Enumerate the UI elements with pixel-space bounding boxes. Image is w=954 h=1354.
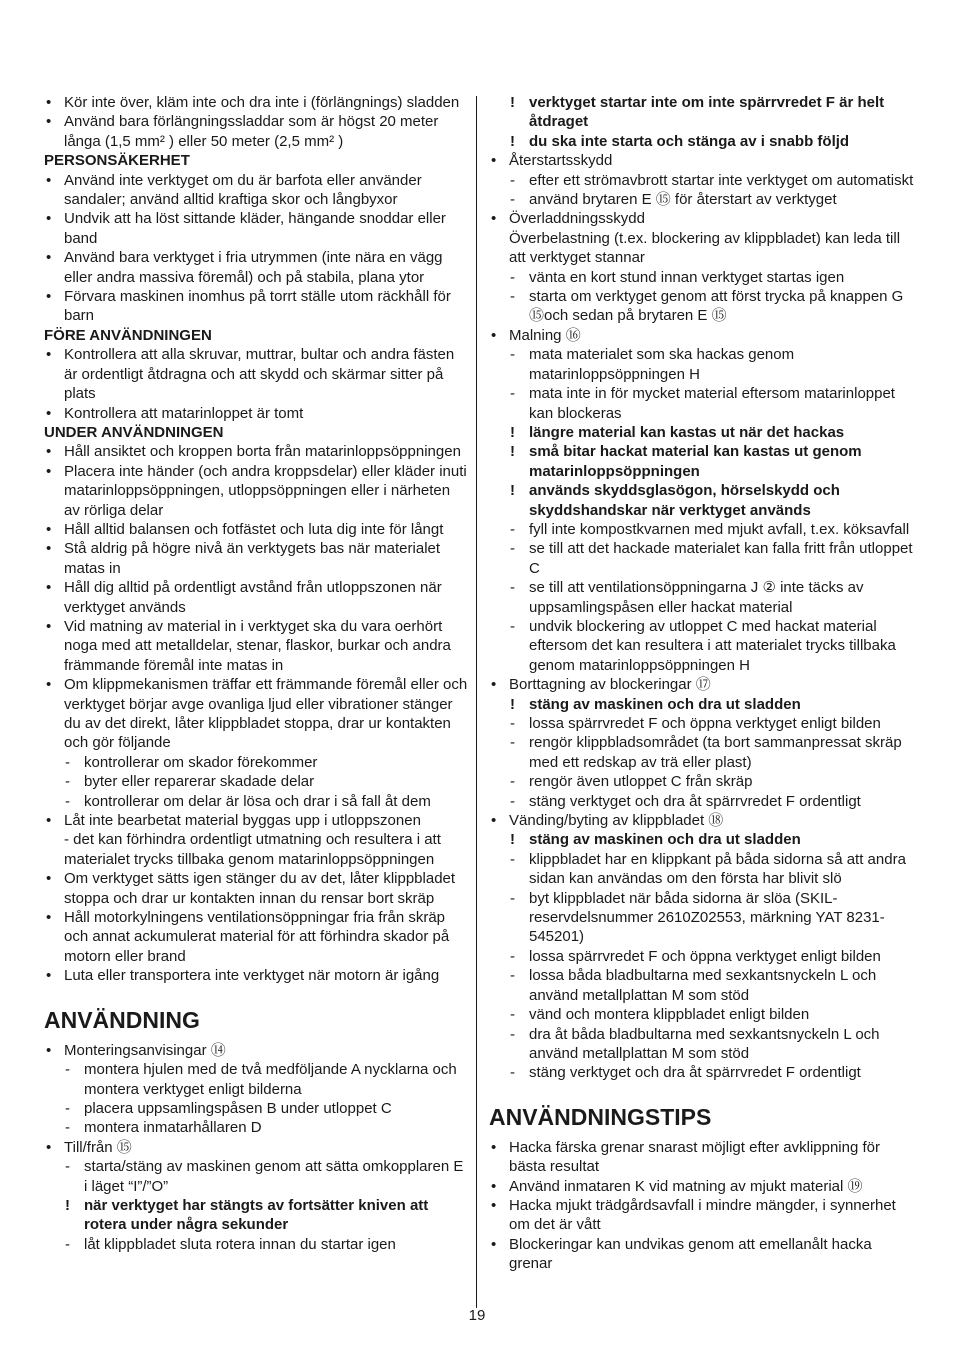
bullet-item: • Om klippmekanismen träffar ett främmande föremål eller och verktyget börjar avge ovanliga ljud eller vibrationer stänger du av det direkt, låter klippbladet stoppa, drar ur kontakten och gör följande — [44, 675, 468, 753]
bullet-item: • Använd inmataren K vid matning av mjukt material ⑲ — [489, 1177, 915, 1196]
dash-item: - stäng verktyget och dra åt spärrvredet F ordentligt — [489, 792, 915, 811]
section-heading: ANVÄNDNINGSTIPS — [489, 1103, 712, 1130]
dash-item: - vänd och montera klippbladet enligt bilden — [489, 1005, 915, 1024]
dash-item: - kontrollerar om skador förekommer — [44, 753, 468, 772]
bullet-item: • Förvara maskinen inomhus på torrt ställe utom räckhåll för barn — [44, 287, 468, 326]
subheading: FÖRE ANVÄNDNINGEN — [44, 326, 212, 344]
dash-item: - placera uppsamlingspåsen B under utloppet C — [44, 1099, 468, 1118]
dash-item: - se till att det hackade materialet kan falla fritt från utloppet C — [489, 539, 915, 578]
section-heading: ANVÄNDNING — [44, 1006, 200, 1033]
dash-item: - rengör även utloppet C från skräp — [489, 772, 915, 791]
subheading: PERSONSÄKERHET — [44, 152, 190, 170]
bullet-item: • Håll motorkylningens ventilationsöppningar fria från skräp och annat ackumulerat material för att förhindra skador på motorn eller brand — [44, 908, 468, 966]
bullet-item: • Borttagning av blockeringar ⑰ — [489, 675, 915, 694]
dash-item: - fyll inte kompostkvarnen med mjukt avfall, t.ex. köksavfall — [489, 520, 915, 539]
dash-item: - stäng verktyget och dra åt spärrvredet F ordentligt — [489, 1063, 915, 1082]
bullet-item: • Håll alltid balansen och fotfästet och luta dig inte för långt — [44, 520, 468, 539]
bullet-item: • Vänding/byting av klippbladet ⑱ — [489, 811, 915, 830]
bullet-item: • Använd bara förlängningssladdar som är högst 20 meter långa (1,5 mm² ) eller 50 meter (2,5 mm² ) — [44, 112, 468, 151]
dash-item: - byt klippbladet när båda sidorna är slöa (SKIL-reservdelsnummer 2610Z02553, märkning YAT 8231-545201) — [489, 889, 915, 947]
warning-item: ! du ska inte starta och stänga av i snabb följd — [489, 132, 915, 151]
dash-item: - mata inte in för mycket material eftersom matarinloppet kan blockeras — [489, 384, 915, 423]
bullet-item: • Kontrollera att alla skruvar, muttrar, bultar och andra fästen är ordentligt åtdragna och att skydd och skärmar sitter på plats — [44, 345, 468, 403]
warning-item: ! stäng av maskinen och dra ut sladden — [489, 830, 915, 849]
bullet-item: • Kontrollera att matarinloppet är tomt — [44, 404, 468, 423]
bullet-item: • Återstartsskydd — [489, 151, 915, 170]
warning-item: ! längre material kan kastas ut när det hackas — [489, 423, 915, 442]
dash-item: - undvik blockering av utloppet C med hackat material eftersom det kan resultera i att materialet trycks tillbaka genom matarinloppsöppningen H — [489, 617, 915, 675]
indented-paragraph: Överbelastning (t.ex. blockering av klippbladet) kan leda till att verktyget stannar — [509, 229, 901, 267]
warning-item: ! när verktyget har stängts av fortsätter kniven att rotera under några sekunder — [44, 1196, 468, 1235]
dash-item: - se till att ventilationsöppningarna J ② inte täcks av uppsamlingspåsen eller hackat material — [489, 578, 915, 617]
dash-item: - lossa spärrvredet F och öppna verktyget enligt bilden — [489, 714, 915, 733]
bullet-item: • Använd inte verktyget om du är barfota eller använder sandaler; använd alltid kraftiga skor och långbyxor — [44, 171, 468, 210]
indented-paragraph: - det kan förhindra ordentligt utmatning och resultera i att materialet trycks tillbaka genom matarinloppsöppningen — [64, 831, 441, 868]
bullet-item: • Till/från ⑮ — [44, 1138, 468, 1157]
dash-item: - vänta en kort stund innan verktyget startas igen — [489, 268, 915, 287]
dash-item: - byter eller reparerar skadade delar — [44, 772, 468, 791]
bullet-item: • Överladdningsskydd — [489, 209, 915, 228]
bullet-item: • Luta eller transportera inte verktyget när motorn är igång — [44, 966, 468, 985]
bullet-item: • Håll ansiktet och kroppen borta från matarinloppsöppningen — [44, 442, 468, 461]
bullet-item: • Hacka mjukt trädgårdsavfall i mindre mängder, i synnerhet om det är vått — [489, 1196, 915, 1235]
right-column — [489, 93, 915, 1274]
dash-item: - lossa spärrvredet F och öppna verktyget enligt bilden — [489, 947, 915, 966]
bullet-item: • Använd bara verktyget i fria utrymmen (inte nära en vägg eller andra massiva föremål) och på stabila, plana ytor — [44, 248, 468, 287]
bullet-item: • Om verktyget sätts igen stänger du av det, låter klippbladet stoppa och drar ur kontakten innan du rensar bort skräp — [44, 869, 468, 908]
bullet-item: • Kör inte över, kläm inte och dra inte i (förlängnings) sladden — [44, 93, 468, 112]
bullet-item: • Placera inte händer (och andra kroppsdelar) eller kläder inuti matarinloppsöppningen, utloppsöppningen eller i närheten av rörliga delar — [44, 462, 468, 520]
subheading: UNDER ANVÄNDNINGEN — [44, 423, 224, 441]
dash-item: - dra åt båda bladbultarna med sexkantsnyckeln L och använd metallplattan M som stöd — [489, 1025, 915, 1064]
dash-item: - lossa båda bladbultarna med sexkantsnyckeln L och använd metallplattan M som stöd — [489, 966, 915, 1005]
bullet-item: • Undvik att ha löst sittande kläder, hängande snoddar eller band — [44, 209, 468, 248]
bullet-item: • Stå aldrig på högre nivå än verktygets bas när materialet matas in — [44, 539, 468, 578]
dash-item: - klippbladet har en klippkant på båda sidorna så att andra sidan kan användas om den första har blivit slö — [489, 850, 915, 889]
dash-item: - montera inmatarhållaren D — [44, 1118, 468, 1137]
bullet-item: • Hacka färska grenar snarast möjligt efter avklippning för bästa resultat — [489, 1138, 915, 1177]
warning-item: ! verktyget startar inte om inte spärrvredet F är helt åtdraget — [489, 93, 915, 132]
left-column — [44, 93, 468, 1254]
page-number: 19 — [468, 1307, 486, 1324]
dash-item: - montera hjulen med de två medföljande A nycklarna och montera verktyget enligt bilderna — [44, 1060, 468, 1099]
dash-item: - starta/stäng av maskinen genom att sätta omkopplaren E i läget “I”/”O” — [44, 1157, 468, 1196]
bullet-item: • Blockeringar kan undvikas genom att emellanålt hacka grenar — [489, 1235, 915, 1274]
dash-item: - rengör klippbladsområdet (ta bort sammanpressat skräp med ett redskap av trä eller plast) — [489, 733, 915, 772]
bullet-item: • Monteringsanvisingar ⑭ — [44, 1041, 468, 1060]
column-divider — [476, 96, 477, 1308]
bullet-item: • Malning ⑯ — [489, 326, 915, 345]
dash-item: - låt klippbladet sluta rotera innan du startar igen — [44, 1235, 468, 1254]
warning-item: ! stäng av maskinen och dra ut sladden — [489, 695, 915, 714]
dash-item: - kontrollerar om delar är lösa och drar i så fall åt dem — [44, 792, 468, 811]
dash-item: - starta om verktyget genom att först trycka på knappen G ⑮och sedan på brytaren E ⑮ — [489, 287, 915, 326]
dash-item: - efter ett strömavbrott startar inte verktyget om automatiskt — [489, 171, 915, 190]
dash-item: - använd brytaren E ⑮ för återstart av verktyget — [489, 190, 915, 209]
bullet-item: • Vid matning av material in i verktyget ska du vara oerhört noga med att metalldelar, stenar, flaskor, burkar och andra främmande föremål inte matas in — [44, 617, 468, 675]
warning-item: ! används skyddsglasögon, hörselskydd och skyddshandskar när verktyget används — [489, 481, 915, 520]
warning-item: ! små bitar hackat material kan kastas ut genom matarinloppsöppningen — [489, 442, 915, 481]
dash-item: - mata materialet som ska hackas genom matarinloppsöppningen H — [489, 345, 915, 384]
bullet-item: • Låt inte bearbetat material byggas upp i utloppszonen — [44, 811, 468, 830]
bullet-item: • Håll dig alltid på ordentligt avstånd från utloppszonen när verktyget används — [44, 578, 468, 617]
